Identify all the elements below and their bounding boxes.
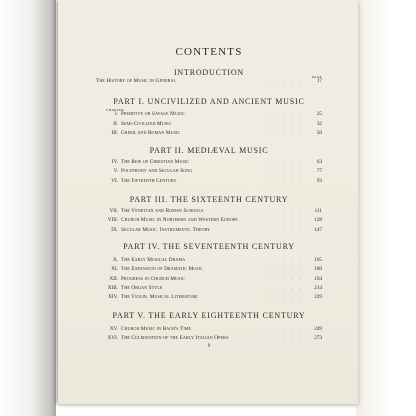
part-heading: PART I. UNCIVILIZED AND ANCIENT MUSIC — [113, 97, 305, 106]
entry-title: The Fifteenth Century — [121, 178, 177, 184]
entry-title: Primitive or Savage Music — [121, 111, 185, 117]
dot-leader: . . . . . — [265, 335, 304, 341]
chapter-number: X. — [112, 257, 118, 263]
entry-page: 214 — [314, 285, 322, 291]
chapter-number: XVI. — [107, 335, 118, 341]
dot-leader: . . . . . — [265, 130, 304, 136]
chapter-number: I. — [114, 111, 118, 117]
dot-leader: . . . . . — [265, 78, 304, 84]
entry-page: 194 — [314, 276, 322, 282]
toc-entry — [96, 216, 322, 225]
entry-title: The Venetian and Roman Schools — [121, 208, 204, 214]
chapter-number: XIV. — [108, 294, 118, 300]
page-number-footer: 9 — [207, 344, 211, 349]
toc-entry — [96, 226, 322, 235]
chapter-number: IX. — [111, 227, 118, 233]
entry-page: 32 — [316, 121, 322, 127]
chapter-number: VII. — [109, 208, 118, 214]
entry-page: 50 — [316, 130, 322, 136]
toc-entry — [96, 129, 322, 138]
chapter-number: XI. — [111, 266, 118, 272]
entry-page: 77 — [316, 168, 322, 174]
book-page — [58, 0, 358, 404]
entry-title: The Early Musical Drama — [121, 257, 186, 263]
toc-entry-introduction — [96, 77, 322, 86]
entry-title: Progress in Church Music — [121, 276, 185, 282]
background-edge — [356, 0, 416, 416]
chapter-number: VI. — [111, 178, 118, 184]
toc-entry — [96, 334, 322, 343]
toc-entry — [96, 275, 322, 284]
part-heading: PART V. THE EARLY EIGHTEENTH CENTURY — [112, 311, 306, 320]
chapter-number: III. — [111, 130, 118, 136]
introduction-heading: INTRODUCTION — [173, 68, 245, 77]
toc-entry — [96, 293, 322, 302]
toc-entry — [96, 256, 322, 265]
entry-page: 63 — [316, 159, 322, 165]
entry-title: Church Music in Northern and Western Europe — [121, 217, 238, 223]
toc-entry — [96, 207, 322, 216]
entry-title: The Rise of Christian Music — [121, 159, 190, 165]
chapter-number: II. — [113, 121, 118, 127]
dot-leader: . . . . . — [265, 294, 304, 300]
chapter-column-label: CHAPTER — [106, 108, 125, 112]
entry-title: Church Music in Bach's Time — [121, 326, 192, 332]
toc-entry — [96, 284, 322, 293]
dot-leader: . . . . . — [265, 159, 304, 165]
chapter-number: XV. — [109, 326, 118, 332]
contents-title: CONTENTS — [175, 46, 243, 58]
toc-entry — [96, 167, 322, 176]
chapter-number: V. — [113, 168, 118, 174]
entry-title: Secular Music. Instruments. Theory — [121, 227, 211, 233]
toc-entry — [96, 158, 322, 167]
toc-entry — [96, 177, 322, 186]
toc-entry — [96, 265, 322, 274]
entry-title: The Violin. Musical Literature — [121, 294, 198, 300]
dot-leader: . . . . . — [265, 257, 304, 263]
dot-leader: . . . . . — [265, 121, 304, 127]
page-column-label: PAGE — [311, 75, 322, 79]
dot-leader: . . . . . — [265, 217, 304, 223]
dot-leader: . . . . . — [265, 276, 304, 282]
entry-page: 111 — [314, 208, 322, 214]
entry-page: 93 — [316, 178, 322, 184]
chapter-number: VIII. — [107, 217, 118, 223]
toc-entry — [96, 325, 322, 334]
entry-page: 273 — [314, 335, 322, 341]
entry-page: 128 — [314, 217, 322, 223]
entry-title: Greek and Roman Music — [121, 130, 181, 136]
toc-entry — [96, 110, 322, 119]
toc-entry — [96, 120, 322, 129]
entry-page: 249 — [314, 326, 322, 332]
book-gutter-shadow — [0, 0, 56, 416]
entry-page: 165 — [314, 257, 322, 263]
entry-title: The Expansion of Dramatic Music — [121, 266, 203, 272]
dot-leader: . . . . . — [265, 326, 304, 332]
entry-page: 25 — [316, 111, 322, 117]
entry-title: Polyphony and Secular Song — [121, 168, 193, 174]
entry-title: The Organ Style — [121, 285, 163, 291]
part-heading: PART II. MEDIÆVAL MUSIC — [149, 146, 269, 155]
dot-leader: . . . . . — [265, 285, 304, 291]
entry-page: 17 — [316, 78, 322, 84]
entry-page: 229 — [314, 294, 322, 300]
entry-title: The Culmination of the Early Italian Opera — [121, 335, 229, 341]
part-heading: PART IV. THE SEVENTEENTH CENTURY — [123, 242, 295, 251]
dot-leader: . . . . . — [265, 208, 304, 214]
entry-title: The History of Music in General — [96, 78, 177, 84]
entry-page: 180 — [314, 266, 322, 272]
entry-page: 147 — [314, 227, 322, 233]
part-heading: PART III. THE SIXTEENTH CENTURY — [129, 195, 289, 204]
dot-leader: . . . . . — [265, 266, 304, 272]
chapter-number: IV. — [111, 159, 118, 165]
entry-title: Semi-Civilized Music — [121, 121, 172, 127]
dot-leader: . . . . . — [265, 178, 304, 184]
chapter-number: XIII. — [107, 285, 118, 291]
dot-leader: . . . . . — [265, 227, 304, 233]
chapter-number: XII. — [109, 276, 118, 282]
dot-leader: . . . . . — [265, 111, 304, 117]
dot-leader: . . . . . — [265, 168, 304, 174]
contents-block — [96, 0, 322, 404]
